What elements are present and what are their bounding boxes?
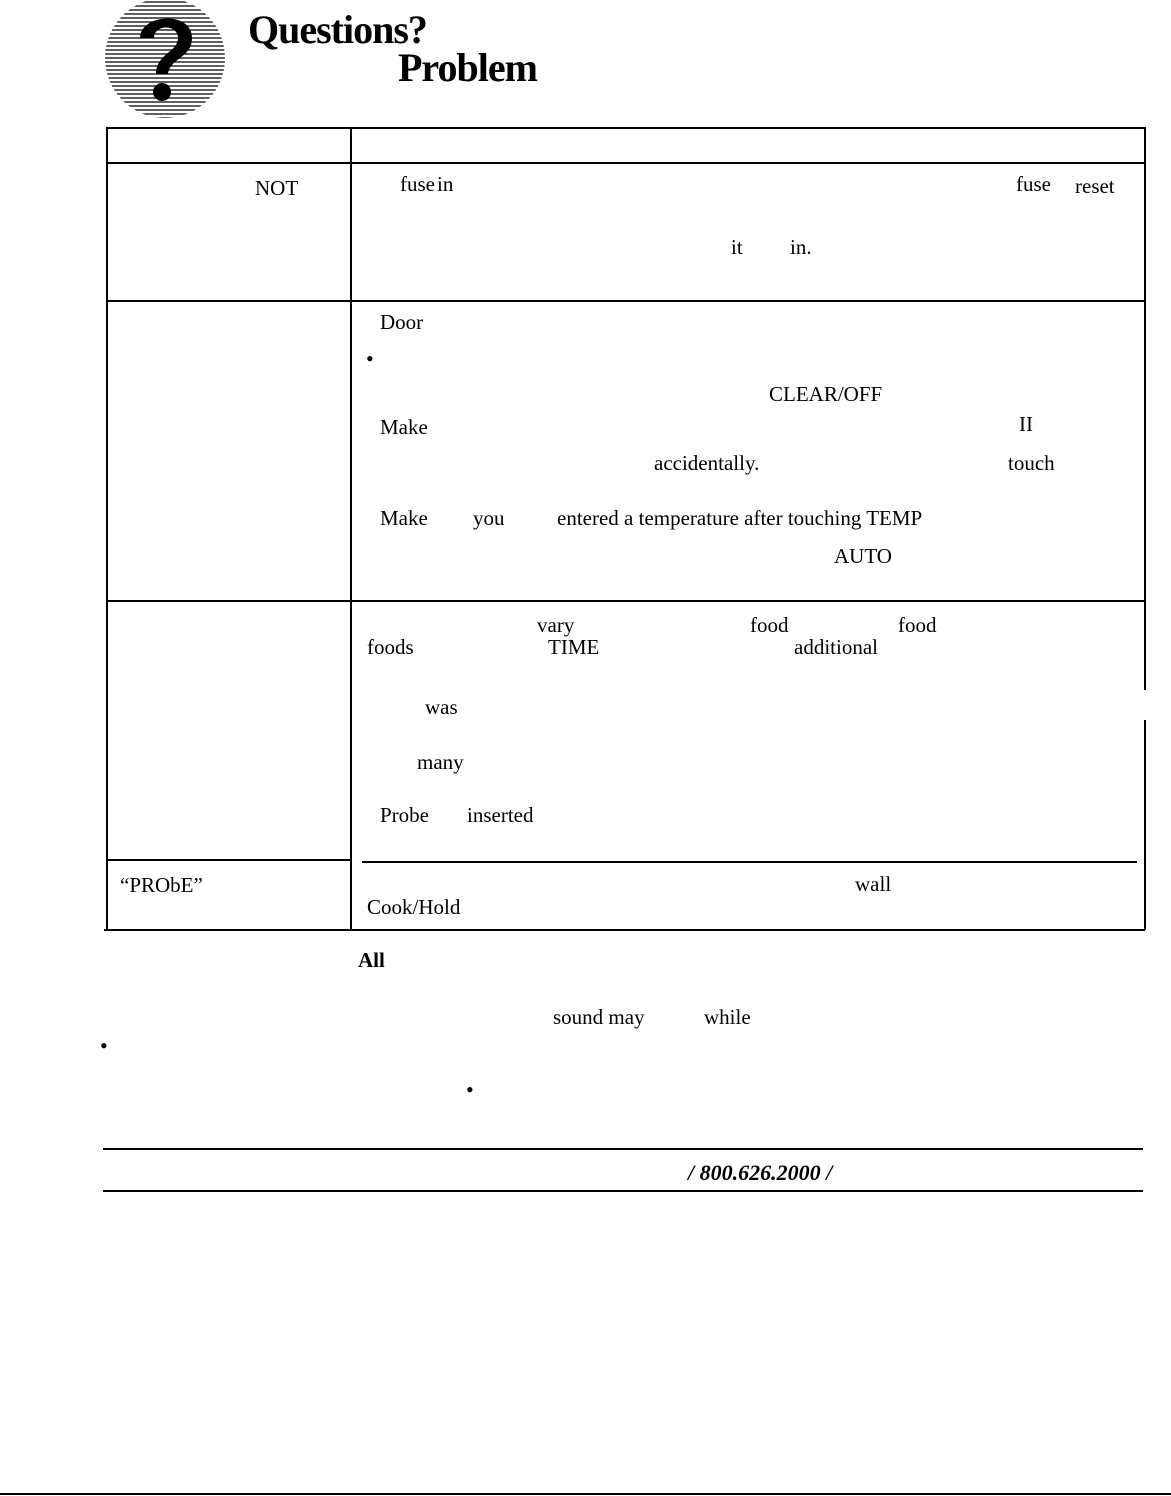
cause-text: food: [898, 613, 937, 637]
cause-text: in: [437, 172, 454, 196]
note-text: All: [358, 948, 385, 972]
cause-text: in.: [790, 235, 812, 259]
cause-text: touch: [1008, 451, 1055, 475]
page-subtitle: Problem: [398, 45, 537, 90]
cause-text: you: [473, 506, 505, 530]
bullet: •: [466, 1077, 474, 1102]
cause-text: AUTO: [834, 544, 892, 568]
note-text: while: [704, 1005, 751, 1029]
cause-text: inserted: [467, 803, 534, 827]
cause-text: wall: [855, 872, 892, 896]
cause-text: entered a temperature after touching TEMP: [557, 506, 923, 530]
row-divider: [362, 861, 1137, 863]
cause-text: CLEAR/OFF: [769, 382, 883, 406]
column-divider: [350, 127, 352, 930]
question-mark-logo-icon: [100, 0, 230, 122]
cause-text: Make: [380, 506, 428, 530]
table-left-border: [106, 127, 108, 930]
cause-text: reset: [1075, 174, 1115, 198]
cause-text: Probe: [380, 803, 429, 827]
bullet: •: [100, 1033, 108, 1058]
table-bottom-rule: [104, 929, 1145, 931]
cause-text: additional: [794, 635, 878, 659]
cause-text: Cook/Hold: [367, 895, 461, 919]
table-header-rule: [107, 162, 1145, 164]
cause-text: Door: [380, 310, 424, 334]
cause-text: fuse: [1016, 172, 1051, 196]
table-right-border: [1144, 127, 1146, 690]
table-top-rule: [107, 127, 1145, 129]
cause-text: TIME: [548, 635, 600, 659]
page-title: Questions?: [248, 7, 427, 52]
problem-text: “PRObE”: [120, 873, 203, 897]
cause-text: foods: [367, 635, 414, 659]
cause-text: accidentally.: [654, 451, 760, 475]
row-divider: [107, 600, 1145, 602]
cause-text: II: [1019, 412, 1033, 436]
cause-text: was: [425, 695, 458, 719]
cause-text: vary: [537, 613, 575, 637]
footer-top-rule: [103, 1148, 1143, 1150]
cause-text: many: [417, 750, 464, 774]
cause-text: Make: [380, 415, 428, 439]
bullet: •: [366, 346, 374, 371]
cause-text: it: [731, 235, 743, 259]
cause-text: fuse: [400, 172, 435, 196]
problem-text: NOT: [255, 176, 299, 200]
footer-phone: / 800.626.2000 /: [688, 1160, 833, 1185]
row-divider: [107, 300, 1145, 302]
table-right-border: [1144, 720, 1146, 930]
footer-bottom-rule: [103, 1190, 1143, 1192]
note-text: sound may: [553, 1005, 645, 1029]
page-bottom-rule: [0, 1493, 1171, 1495]
cause-text: food: [750, 613, 789, 637]
row-divider: [107, 859, 352, 861]
